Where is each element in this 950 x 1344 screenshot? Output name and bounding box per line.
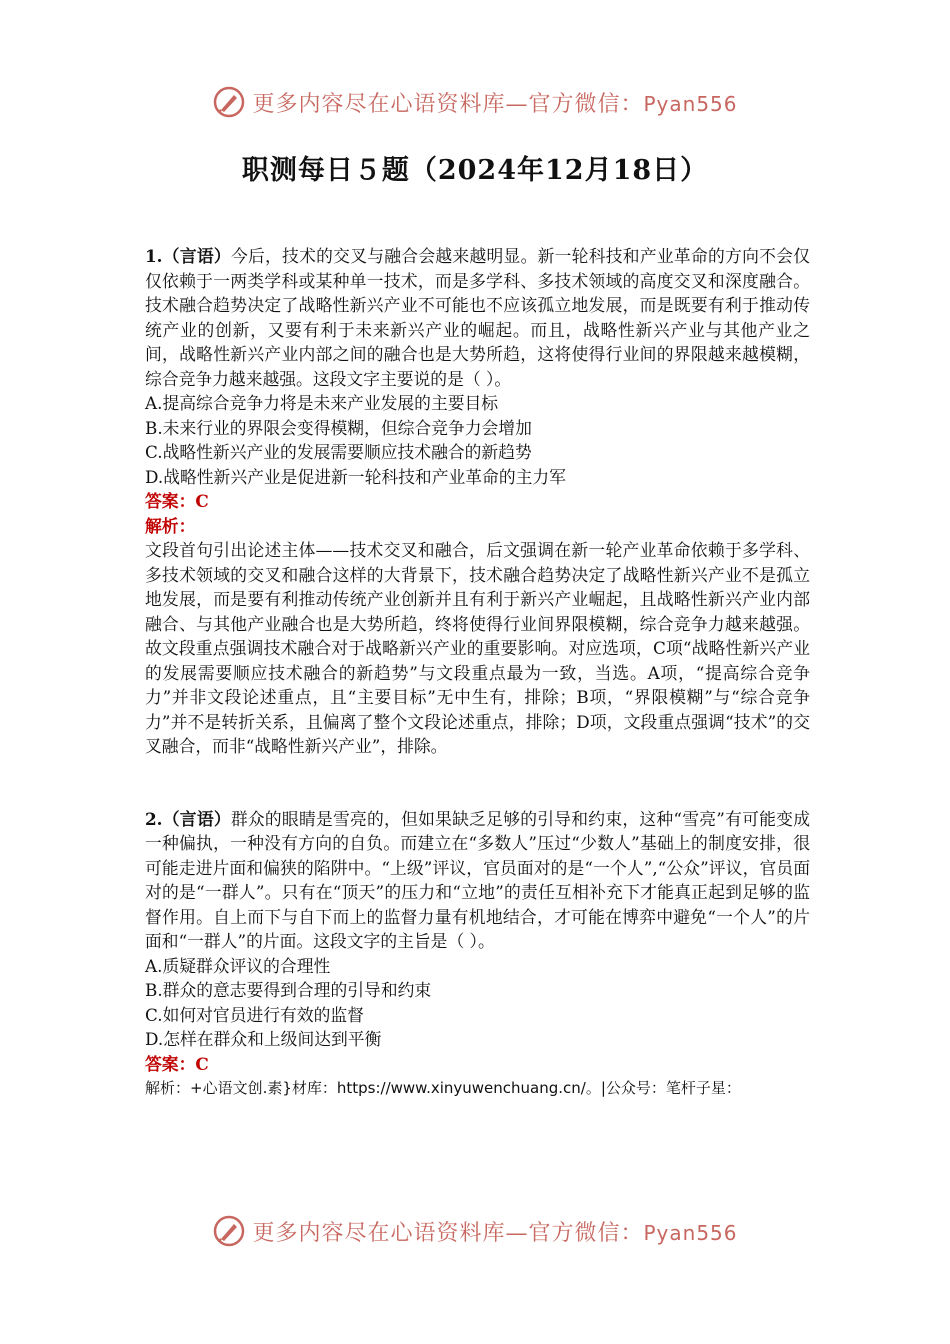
option-c: C.如何对官员进行有效的监督	[145, 1004, 364, 1025]
question-2: 2.（言语）群众的眼睛是雪亮的，但如果缺乏足够的引导和约束，这种“雪亮”有可能变成一种偏执，一种没有方向的自负。而建立在“多数人”压过“少数人”基础上的制度安排，很可能走进片面和偏狭的陷阱中。“上级”评议，官员面对的是“一个人”,“公众”评议，官员面对的是“一群人”。只有在“顶天”的压力和“立地”的责任互相补充下才能真正起到足够的监督作用。自上而下与自下而上的监督力量有机地结合，才可能在博弈中避免“一个人”的片面和“一群人”的片面。这段文字的主旨是（ ）。	[145, 808, 810, 951]
document-body	[145, 244, 810, 1101]
question-number: 2.	[145, 808, 163, 829]
pen-logo-icon	[212, 1214, 246, 1248]
option-a: A.提高综合竞争力将是未来产业发展的主要目标	[145, 393, 499, 413]
footer-analysis-line: 解析：+心语文创.素}材库：https://www.xinyuwenchuang.cn/。|公众号：笔杆子星：	[145, 1079, 741, 1097]
banner-text: 更多内容尽在心语资料库—官方微信：Pyan556	[252, 91, 738, 117]
question-tag: （言语）	[162, 246, 231, 266]
option-a: A.质疑群众评议的合理性	[145, 955, 331, 976]
header-banner	[0, 82, 950, 122]
answer: 答案：C	[145, 1053, 209, 1074]
banner-text: 更多内容尽在心语资料库—官方微信：Pyan556	[252, 1220, 738, 1246]
pen-logo-icon	[212, 85, 246, 119]
analysis-label: 解析：	[145, 515, 196, 536]
question-number: 1.	[145, 246, 163, 266]
answer: 答案：C	[145, 491, 209, 511]
question-1: 1.（言语）今后，技术的交叉与融合会越来越明显。新一轮科技和产业革命的方向不会仅仅依赖于一两类学科或某种单一技术，而是多学科、多技术领域的高度交叉和深度融合。技术融合趋势决定了战略性新兴产业不可能也不应该孤立地发展，而是既要有利于推动传统产业的创新，又要有利于未来新兴产业的崛起。而且，战略性新兴产业与其他产业之间，战略性新兴产业内部之间的融合也是大势所趋，这将使得行业间的界限越来越模糊，综合竞争力越来越强。这段文字主要说的是（ ）。	[145, 246, 810, 389]
option-b: B.未来行业的界限会变得模糊，但综合竞争力会增加	[145, 417, 532, 438]
footer-banner	[0, 1211, 950, 1251]
page-title: 职测每日５题（2024年12月18日）	[241, 155, 709, 186]
option-b: B.群众的意志要得到合理的引导和约束	[145, 980, 432, 1000]
option-d: D.怎样在群众和上级间达到平衡	[145, 1029, 382, 1049]
analysis-text: 文段首句引出论述主体——技术交叉和融合，后文强调在新一轮产业革命依赖于多学科、多技术领域的交叉和融合这样的大背景下，技术融合趋势决定了战略性新兴产业不是孤立地发展，而是要有利推动传统产业创新并且有利于新兴产业崛起，且战略性新兴产业内部融合、与其他产业融合也是大势所趋，终将使得行业间界限模糊，综合竞争力越来越强。故文段重点强调技术融合对于战略新兴产业的重要影响。对应选项，C项“战略性新兴产业的发展需要顺应技术融合的新趋势”与文段重点最为一致，当选。A项，“提高综合竞争力”并非文段论述重点，且“主要目标”无中生有，排除；B项，“界限模糊”与“综合竞争力”并不是转折关系，且偏离了整个文段论述重点，排除；D项，文段重点强调“技术”的交叉融合，而非“战略性新兴产业”，排除。	[145, 540, 810, 756]
option-c: C.战略性新兴产业的发展需要顺应技术融合的新趋势	[145, 442, 532, 462]
option-d: D.战略性新兴产业是促进新一轮科技和产业革命的主力军	[145, 466, 566, 487]
question-tag: （言语）	[162, 808, 231, 829]
